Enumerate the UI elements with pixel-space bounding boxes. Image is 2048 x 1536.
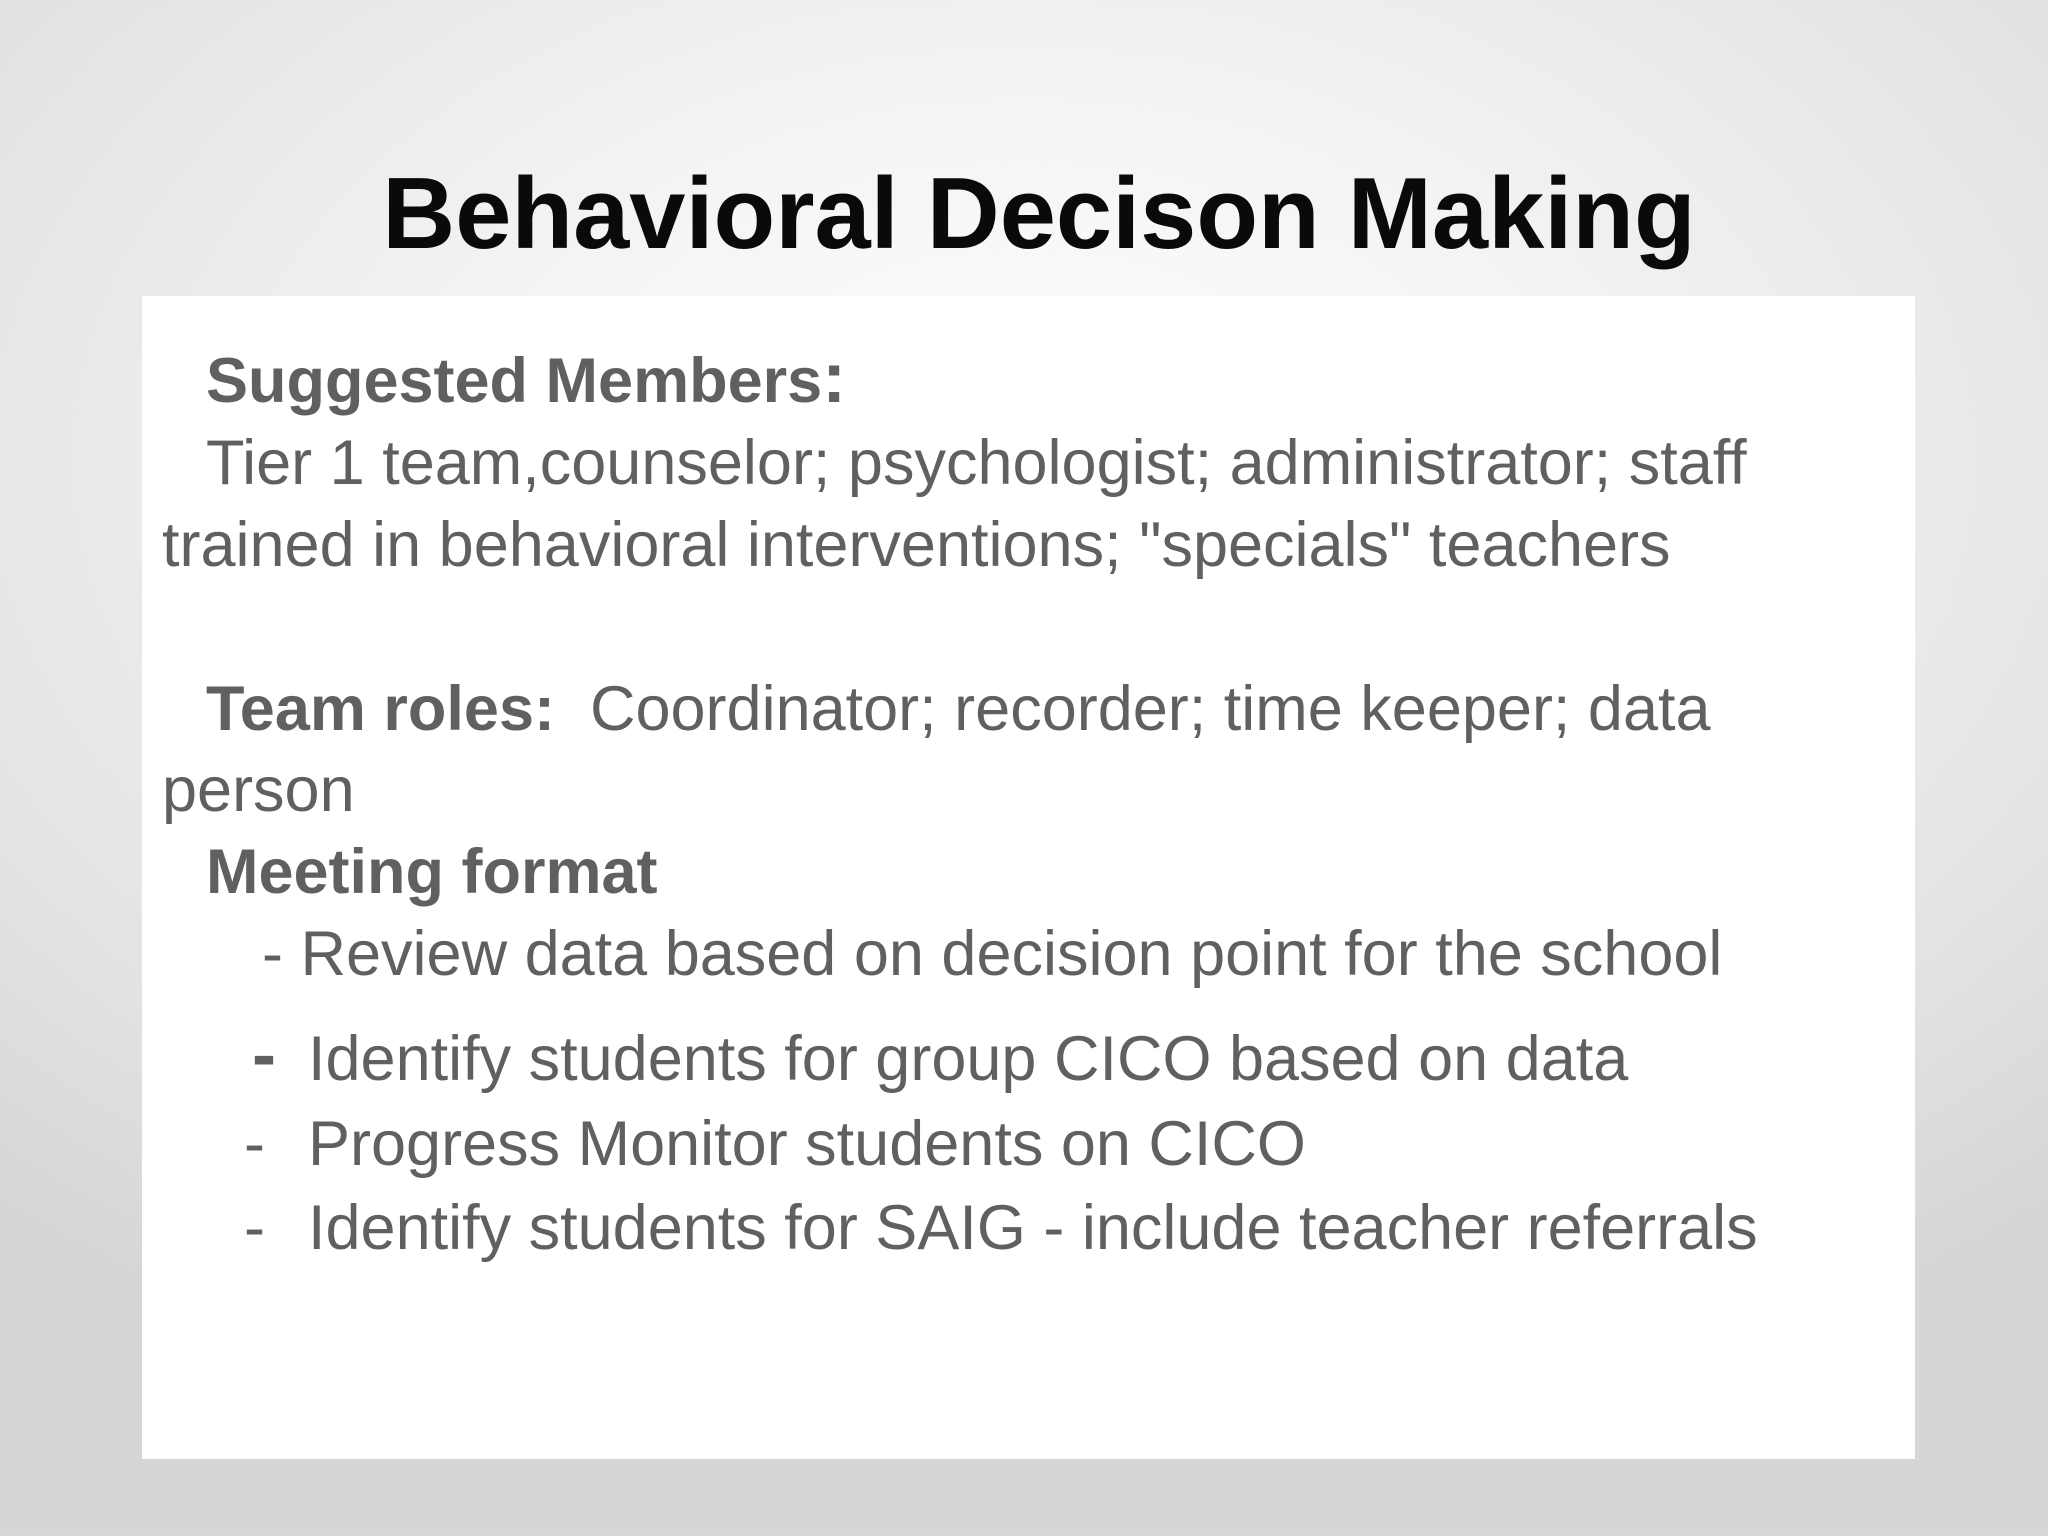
members-heading-colon: : xyxy=(822,338,847,418)
meeting-heading: Meeting format xyxy=(206,837,658,907)
meeting-item-text: Progress Monitor students on CICO xyxy=(308,1109,1306,1179)
meeting-item-dash: - xyxy=(244,1193,265,1263)
meeting-item-dash: - xyxy=(244,1109,265,1179)
meeting-item-dash: - xyxy=(252,1015,276,1095)
meeting-item-text: Review data based on decision point for the school xyxy=(300,919,1723,989)
members-line-2: trained in behavioral interventions; "specials" teachers xyxy=(162,510,1671,580)
members-heading: Suggested Members xyxy=(206,346,823,416)
members-line-1: Tier 1 team,counselor; psychologist; administrator; staff xyxy=(206,428,1747,498)
meeting-item-text: Identify students for group CICO based on data xyxy=(308,1024,1629,1094)
roles-text: Coordinator; recorder; time keeper; data xyxy=(589,674,1711,744)
meeting-item-1 xyxy=(262,914,1722,994)
members-heading-line xyxy=(206,338,846,421)
meeting-item-text: Identify students for SAIG - include teacher referrals xyxy=(308,1193,1758,1263)
meeting-item-dash: - xyxy=(262,919,283,989)
roles-heading: Team roles: xyxy=(206,674,555,744)
slide-title: Behavioral Decison Making xyxy=(382,158,1696,270)
roles-line-1 xyxy=(206,669,1711,749)
content-box xyxy=(142,296,1915,1459)
roles-line-2: person xyxy=(162,755,355,825)
